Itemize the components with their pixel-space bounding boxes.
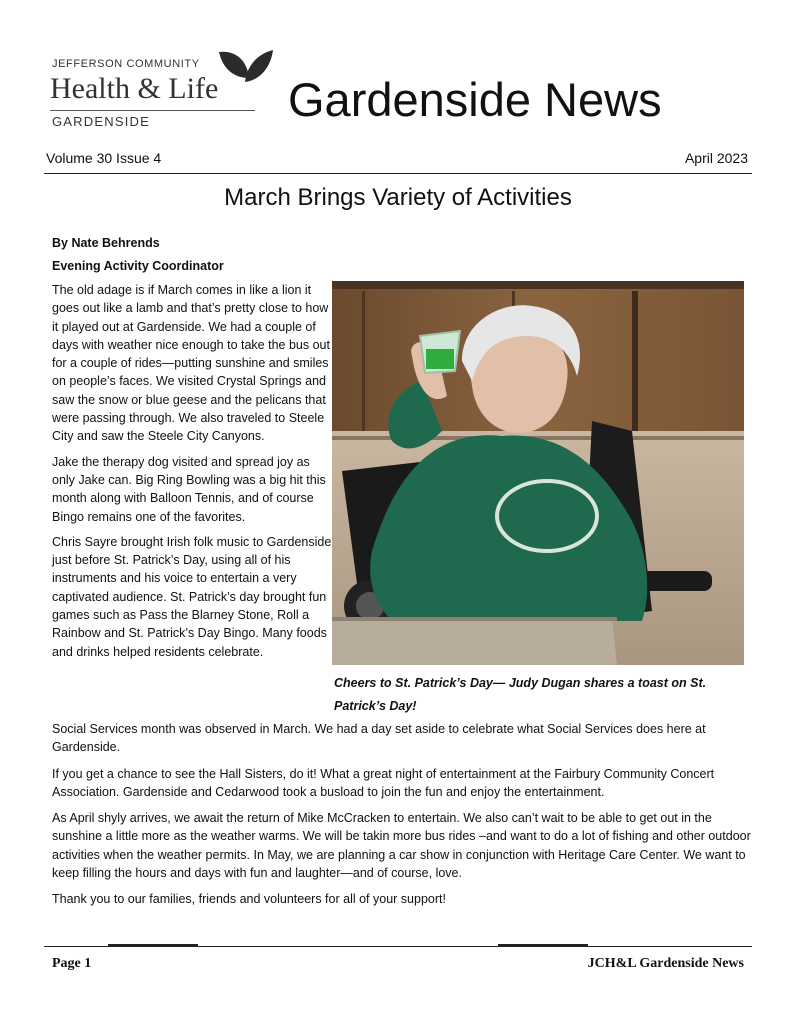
article-paragraph: Jake the therapy dog visited and spread joy as only Jake can. Big Ring Bowling was a big hit this month along with Balloon Tennis, and of course Bingo remains one of the favorites. <box>52 454 326 524</box>
logo-bottom-line: GARDENSIDE <box>52 114 150 129</box>
byline <box>52 232 224 278</box>
footer-divider <box>44 946 752 947</box>
article-paragraph: If you get a chance to see the Hall Sisters, do it! What a great night of entertainment at the Fairbury Community Concert Association. Gardenside and Cedarwood took a busload to join the fun and enjoy the entertainment. <box>52 766 715 799</box>
article-paragraph: Social Services month was observed in March. We had a day set aside to celebrate what Social Services does here at Gardenside. <box>52 722 706 755</box>
article-photo <box>332 281 744 665</box>
article-continued <box>52 720 752 917</box>
logo-divider <box>50 110 255 111</box>
article-column <box>52 281 334 668</box>
header-divider <box>44 173 752 174</box>
logo-main-line: Health & Life <box>50 72 219 105</box>
author-name: By Nate Behrends <box>52 236 160 250</box>
article-headline: March Brings Variety of Activities <box>224 184 572 211</box>
author-role: Evening Activity Coordinator <box>52 259 224 273</box>
article-paragraph: As April shyly arrives, we await the return of Mike McCracken to entertain. We also can’t wait to be able to get out in the sunshine a little more as the weather warms. We will be takin more bus rides –and want to do a lot of fishing and other outdoor activities when the weather permits. In May, we are planning a car show in conjunction with Heritage Care Center. We want to keep filling the hours and days with fun and laughter—and of course, love. <box>52 811 751 881</box>
page-number: Page 1 <box>52 956 92 971</box>
article-paragraph: Chris Sayre brought Irish folk music to Gardenside just before St. Patrick’s Day, using all of his instruments and his voice to entertain a very captivated audience. St. Patrick’s day brought fun games such as Pass the Blarney Stone, Roll a Rainbow and St. Patrick’s Day Bingo. Many foods and drinks helped residents celebrate. <box>52 534 332 659</box>
logo-top-line: JEFFERSON COMMUNITY <box>52 58 200 70</box>
footer-accent <box>498 944 588 946</box>
leaf-logo-icon <box>215 48 277 90</box>
newsletter-title: Gardenside News <box>288 73 662 126</box>
photo-illustration <box>332 281 744 665</box>
organization-logo <box>50 48 280 133</box>
article-paragraph: Thank you to our families, friends and volunteers for all of your support! <box>52 892 446 907</box>
issue-number: Volume 30 Issue 4 <box>46 150 162 166</box>
footer-title: JCH&L Gardenside News <box>587 956 744 971</box>
footer-accent <box>108 944 198 946</box>
article-paragraph: The old adage is if March comes in like a lion it goes out like a lamb and that’s pretty close to how it played out at Gardenside. We had a couple of days with weather nice enough to take the bus out for a couple of rides—putting sunshine and smiles on people’s faces. We visited Crystal Springs and saw the snow or blue geese and the pelicans that were passing through. We also traveled to Steele City and saw the Steele City Canyons. <box>52 283 330 444</box>
photo-caption: Cheers to St. Patrick’s Day— Judy Dugan shares a toast on St. Patrick’s Day! <box>334 676 707 713</box>
issue-date: April 2023 <box>684 150 748 166</box>
